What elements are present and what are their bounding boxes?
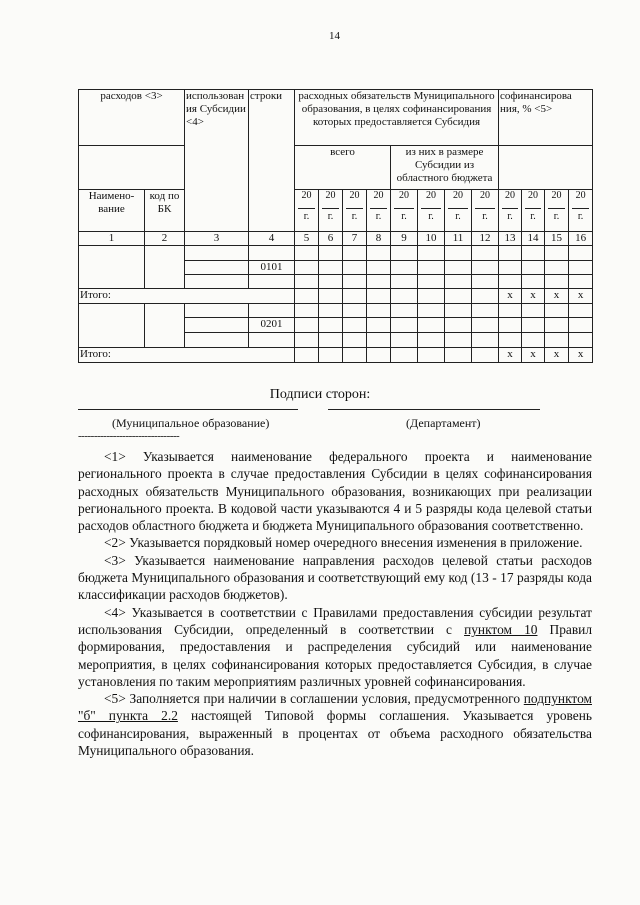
total-label: Итого:	[79, 348, 295, 363]
header-cofin-blank	[499, 146, 593, 190]
year-cell: 20 г.	[545, 190, 569, 232]
total-row	[79, 348, 593, 363]
row-code: 0101	[249, 261, 295, 275]
header-subsidy-part: из них в размере Субсидии из областного бюджета	[391, 146, 499, 190]
footnote-2: <2> Указывается порядковый номер очередного внесения изменения в приложение.	[104, 535, 583, 551]
year-cell: 20 г.	[569, 190, 593, 232]
year-cell: 20 г.	[445, 190, 472, 232]
year-cell: 20 г.	[499, 190, 522, 232]
column-numbers-row	[79, 232, 593, 246]
page-number: 14	[329, 30, 340, 42]
table-row	[79, 304, 593, 318]
x-mark: x	[545, 348, 569, 363]
col-number: 2	[145, 232, 185, 246]
x-mark: x	[545, 289, 569, 304]
year-cell: 20 г.	[418, 190, 445, 232]
table-row	[79, 246, 593, 261]
footnote-separator: --------------------------------	[78, 430, 180, 442]
year-cell: 20 г.	[295, 190, 319, 232]
col-number: 5	[295, 232, 319, 246]
col-number: 14	[522, 232, 545, 246]
year-cell: 20 г.	[522, 190, 545, 232]
footnote-3: <3> Указывается наименование направления расходов целевой статьи расходов бюджета Муниципального образования и соответствующий ему код (13 - 17 разряды кода классификации расходов бюджетов).	[78, 552, 592, 603]
footnotes	[78, 448, 592, 759]
x-mark: x	[499, 289, 522, 304]
x-mark: x	[569, 289, 593, 304]
col-number: 6	[319, 232, 343, 246]
signature-label-municipality: (Муниципальное образование)	[112, 416, 270, 430]
col-number: 7	[343, 232, 367, 246]
col-number: 4	[249, 232, 295, 246]
row-code: 0201	[249, 318, 295, 333]
col-number: 16	[569, 232, 593, 246]
col-number: 12	[472, 232, 499, 246]
x-mark: x	[522, 348, 545, 363]
year-cell: 20 г.	[343, 190, 367, 232]
x-mark: x	[499, 348, 522, 363]
signature-line-municipality	[78, 409, 298, 410]
header-expense-direction: расходов <3>	[79, 90, 185, 146]
footnote-1: <1> Указывается наименование федерального проекта и наименование регионального проекта в случае предоставления Субсидии в целях софинансирования расходных обязательств Муниципального образования, возникающих при реализации регионального проекта. В кодовой части указываются 4 и 5 разряды кода целевой статьи расходов областного бюджета и бюджета Муниципального образования соответственно.	[78, 449, 592, 534]
header-obligations: расходных обязательств Муниципального образования, в целях софинансирования которых предоставляется Субсидия	[295, 90, 499, 146]
col-number: 1	[79, 232, 145, 246]
header-total: всего	[295, 146, 391, 190]
total-label: Итого:	[79, 289, 295, 304]
header-blank	[79, 146, 185, 190]
year-cell: 20 г.	[391, 190, 418, 232]
signatures-title: Подписи сторон:	[269, 387, 371, 402]
signature-line-department	[328, 409, 540, 410]
header-row-code: строки	[249, 90, 295, 232]
footnote-5: <5> Заполняется при наличии в соглашении условия, предусмотренного подпунктом "б" пункта 2.2 настоящей Типовой формы соглашения. Указывается уровень софинансирования, выраженный в процентах от объема расходного обязательства Муниципального образования.	[78, 691, 593, 759]
x-mark: x	[569, 348, 593, 363]
cofinancing-table	[78, 89, 593, 363]
col-number: 9	[391, 232, 418, 246]
header-cofinancing: софинансирова ния, % <5>	[499, 90, 593, 146]
link-subparagraph-b-2-2[interactable]: подпунктом "б" пункта 2.2	[78, 691, 592, 724]
total-row	[79, 289, 593, 304]
col-number: 11	[445, 232, 472, 246]
col-number: 10	[418, 232, 445, 246]
year-cell: 20 г.	[367, 190, 391, 232]
col-number: 8	[367, 232, 391, 246]
header-name: Наимено- вание	[79, 190, 145, 232]
year-cell: 20 г.	[319, 190, 343, 232]
link-paragraph-10[interactable]: пунктом 10	[464, 621, 538, 637]
col-number: 13	[499, 232, 522, 246]
x-mark: x	[522, 289, 545, 304]
col-number: 15	[545, 232, 569, 246]
year-cell: 20 г.	[472, 190, 499, 232]
col-number: 3	[185, 232, 249, 246]
header-subsidy-usage: использован ия Субсидии <4>	[185, 90, 249, 232]
footnote-4: <4> Указывается в соответствии с Правилами предоставления субсидии результат использования Субсидии, определенный в соответствии с пунктом 10 Правил формирования, предоставления и распределения субсидий или наименование мероприятия, в целях софинансирования которых предоставляется Субсидия, в случае установления по таким мероприятиям различных уровней софинансирования.	[78, 604, 593, 689]
signature-label-department: (Департамент)	[406, 416, 481, 430]
header-bk-code: код по БК	[145, 190, 185, 232]
